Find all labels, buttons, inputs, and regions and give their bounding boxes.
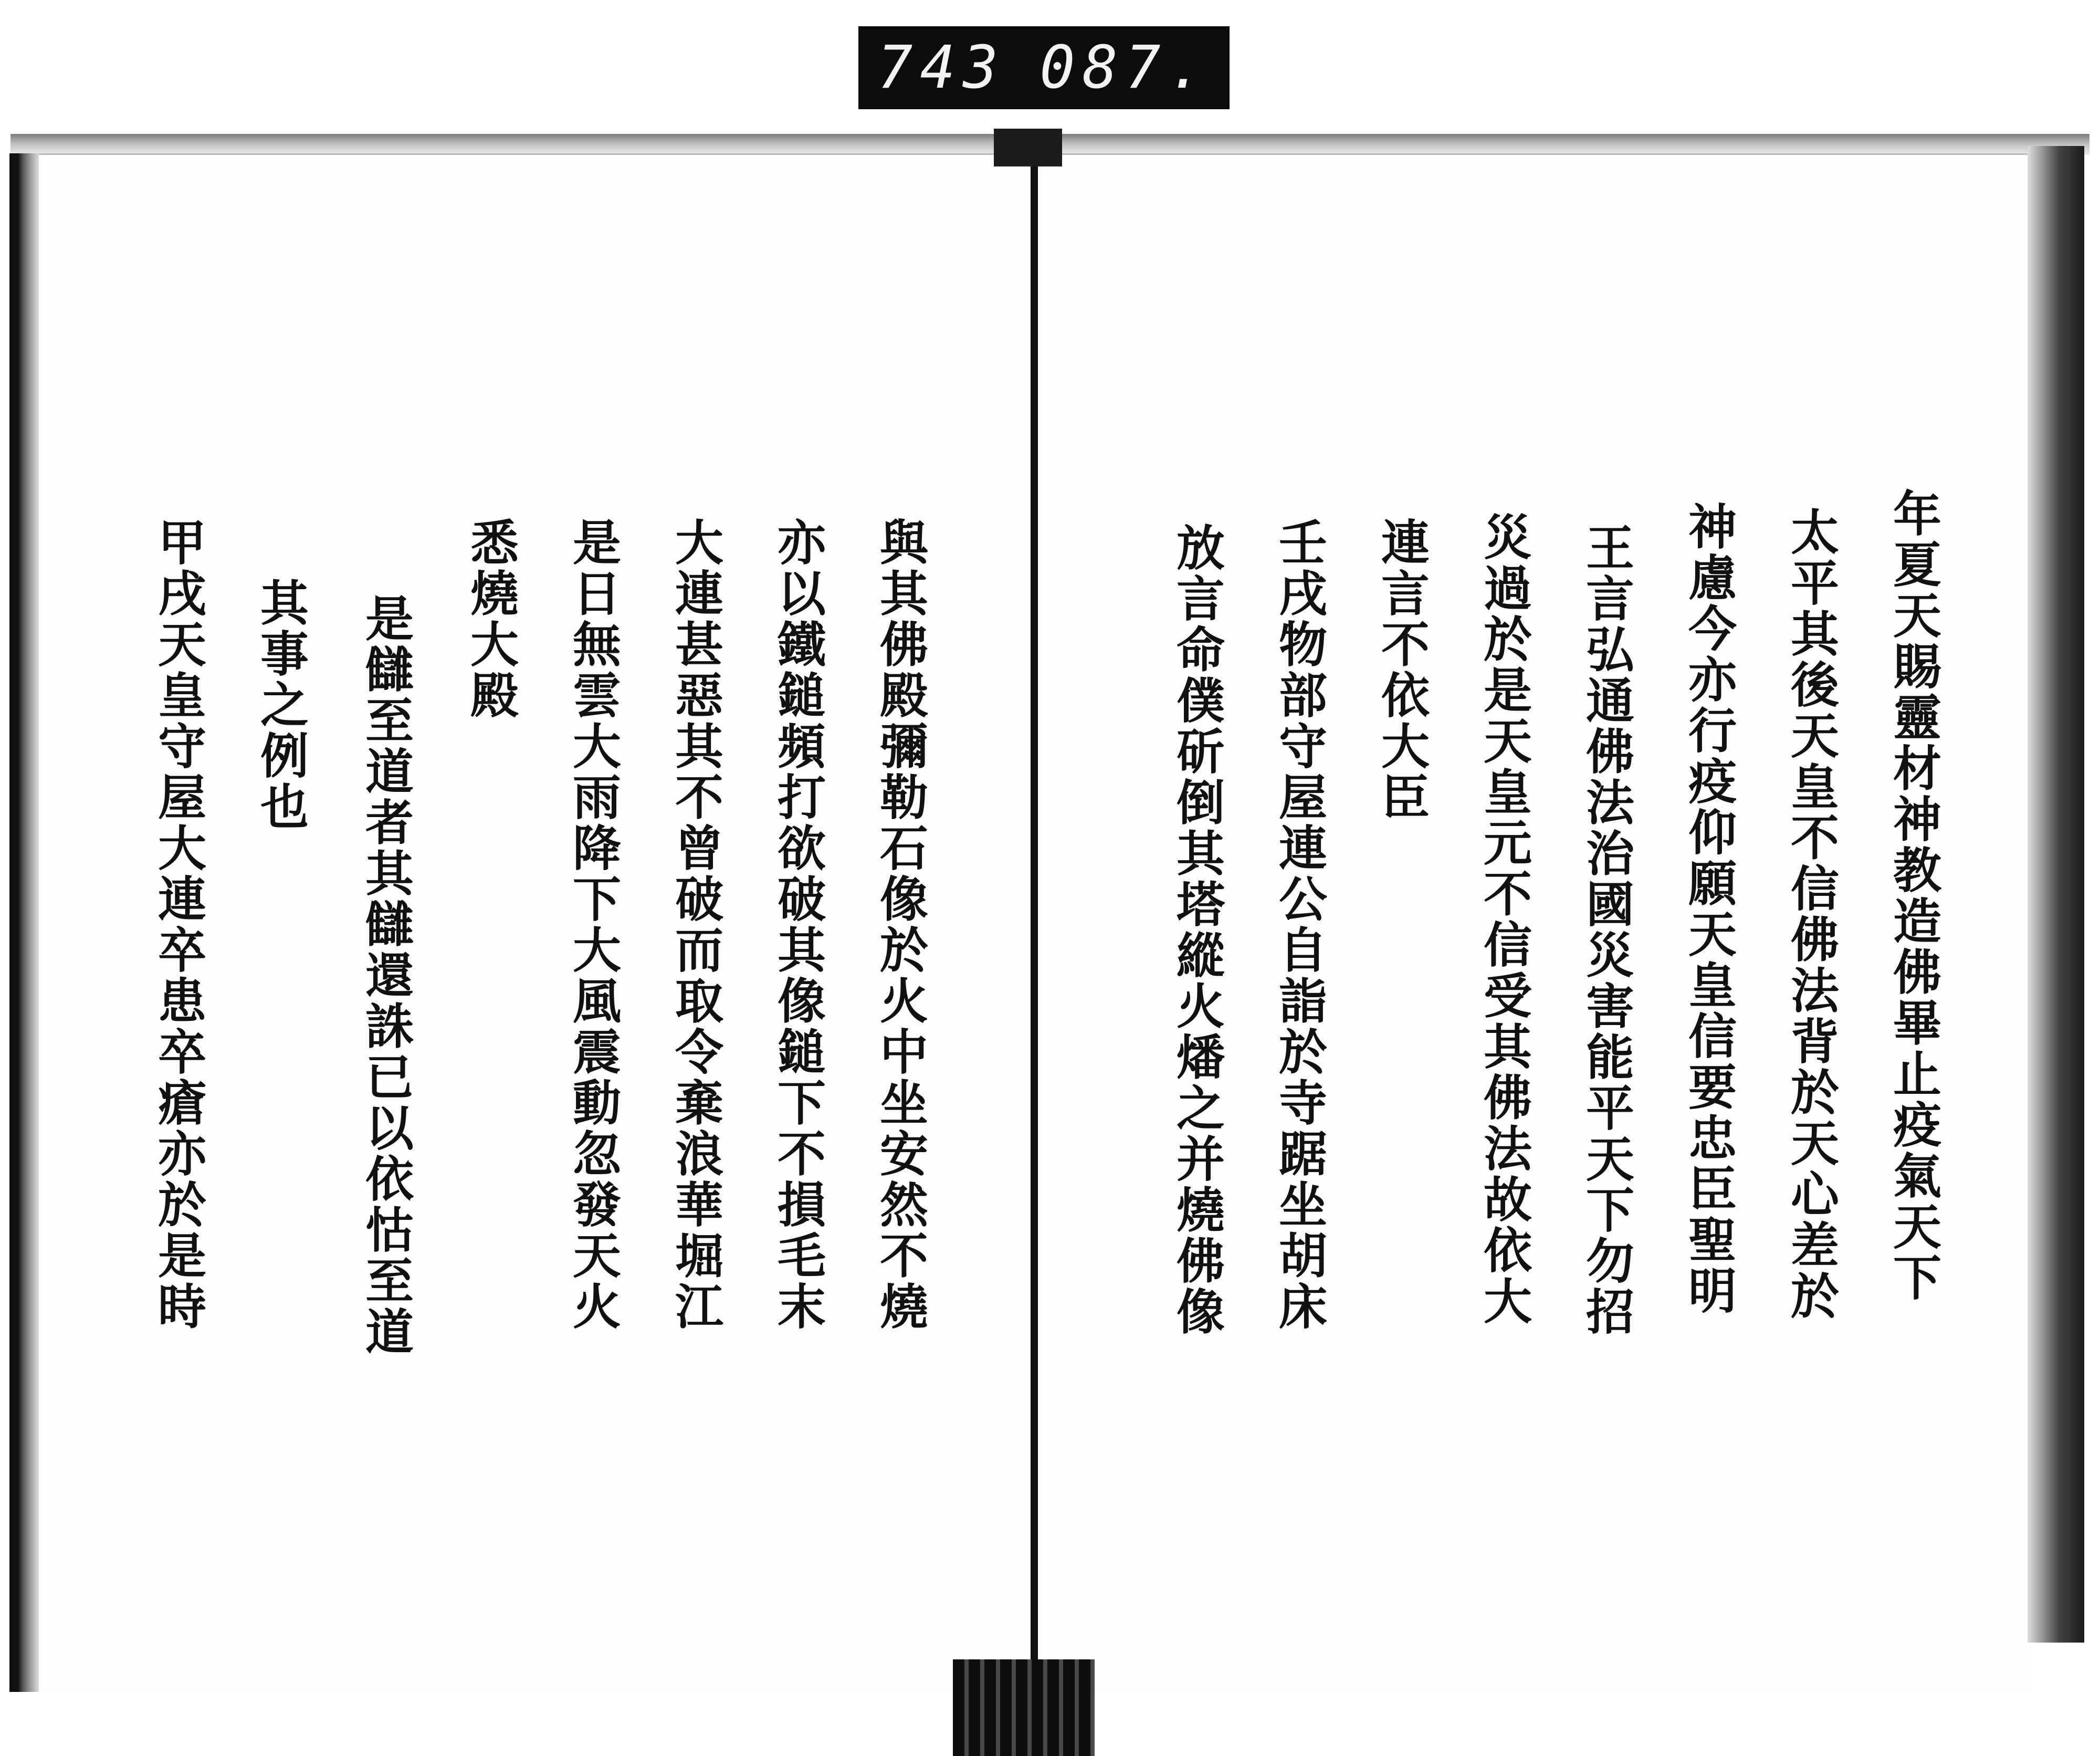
book-gutter [1031, 153, 1038, 1697]
left-binding-edge [9, 153, 39, 1692]
left-page-text-column: 是日無雲大雨降下大風震動忽發天火 [565, 517, 622, 1332]
right-page-text-column: 壬戌物部守屋連公自詣於寺踞坐胡床 [1271, 517, 1328, 1332]
spine-bottom-block [953, 1659, 1095, 1756]
left-page-text-column: 甲戌天皇守屋大連卒患卒瘡亦於是時 [150, 517, 207, 1332]
spine-top-block [994, 129, 1062, 166]
left-page-text-column: 是讎至道者其讎還誅已以依怙至道 [358, 593, 414, 1357]
right-page-text-column: 神慮今亦行疫仰願天皇信要忠臣聖明 [1681, 501, 1737, 1316]
frame-counter [858, 26, 1230, 109]
right-binding-edge [2028, 146, 2084, 1643]
left-page-text-column: 悉燒大殿 [463, 517, 519, 721]
frame-counter-right: 087. [1040, 34, 1211, 102]
frame-counter-left: 743 [877, 34, 1006, 102]
left-page-text-column: 與其佛殿彌勒石像於火中坐安然不燒 [872, 517, 929, 1332]
left-page-text-column: 其事之例也 [253, 578, 309, 832]
left-page-text-column: 亦以鐵鎚頻打欲破其像鎚下不損毛末 [770, 517, 826, 1332]
right-page-text-column: 太平其後天皇不信佛法背於天心差於 [1783, 507, 1840, 1322]
right-page-text-column: 年夏天賜靈材神教造佛畢止疫氣天下 [1885, 488, 1942, 1303]
right-page-text-column: 災過於是天皇元不信受其佛法故依大 [1476, 512, 1532, 1327]
right-page-text-column: 王言弘通佛法治國災害能平天下勿招 [1578, 522, 1635, 1337]
right-page-text-column: 連言不依大臣 [1373, 517, 1430, 823]
left-page-text-column: 大連甚惡其不曾破而取令棄浪華堀江 [667, 517, 724, 1332]
right-page-text-column: 放言命僕斫倒其塔縱火燔之并燒佛像 [1169, 522, 1225, 1337]
